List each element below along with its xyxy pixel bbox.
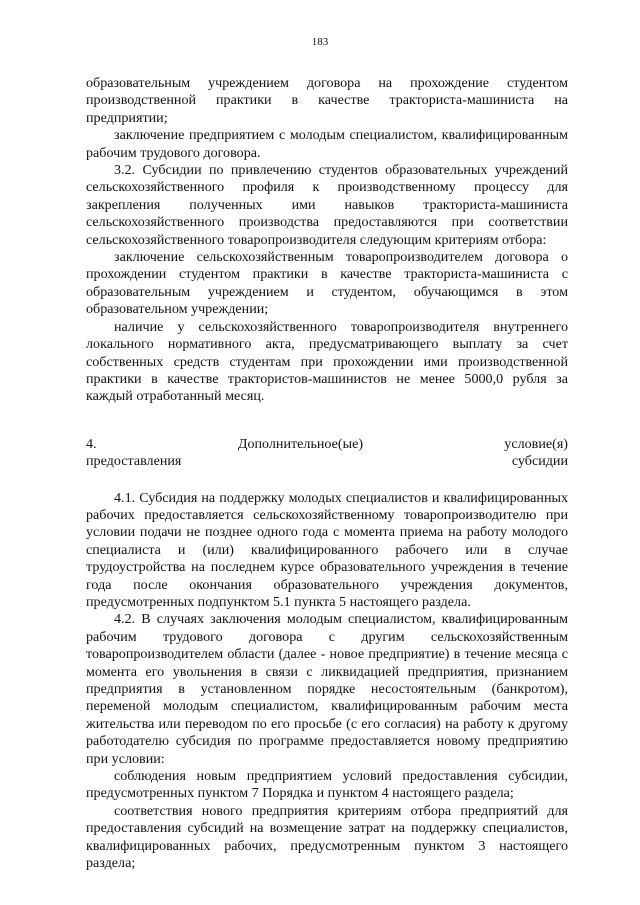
paragraph: заключение сельскохозяйственным товаропроизводителем договора о прохождении студентом практики в качестве тракториста-машиниста с образовательным учреждением и студентом, обучающимся в этом образовательном учреждении; (86, 249, 568, 318)
paragraph: 3.2. Субсидии по привлечению студентов образовательных учреждений сельскохозяйственного профиля к производственному процессу для закрепления полученных ими навыков тракториста-машиниста сельскохозяйственного производства предоставляются при соответствии сельскохозяйственного товаропроизводителя следующим критериям отбора: (86, 162, 568, 248)
page-number: 183 (311, 36, 329, 48)
paragraphs-after-heading (86, 490, 568, 873)
paragraphs-before-heading (86, 75, 568, 406)
paragraph: наличие у сельскохозяйственного товаропроизводителя внутреннего локального нормативного акта, предусматривающего выплату за счет собственных средств студентам при прохождении ими производственной практики в качестве трактористов-машинистов не менее 5000,0 рубля за каждый отработанный месяц. (86, 318, 568, 405)
section-heading-line1: 4. Дополнительное(ые) условие(я) (86, 435, 568, 452)
paragraph: образовательным учреждением договора на прохождение студентом производственной практики в качестве тракториста-машиниста на предприятии; (86, 75, 568, 126)
paragraph: соблюдения новым предприятием условий предоставления субсидии, предусмотренных пунктом 7 Порядка и пунктом 4 настоящего раздела; (86, 768, 568, 802)
paragraph: заключение предприятием с молодым специалистом, квалифицированным рабочим трудового договора. (86, 127, 568, 161)
paragraph: 4.2. В случаях заключения молодым специалистом, квалифицированным рабочим трудового договора с другим сельскохозяйственным товаропроизводителем области (далее - новое предприятие) в течение месяца с момента его увольнения в связи с ликвидацией предприятия, признанием предприятия в установленном порядке несостоятельным (банкротом), переменой молодым специалистом, квалифицированным рабочим места жительства или переводом по его просьбе (с его согласия) на работу к другому работодателю субсидия по программе предоставляется новому предприятию при условии: (86, 611, 568, 767)
section-heading-line2: предоставления субсидии (86, 453, 568, 470)
document-body (86, 75, 568, 872)
paragraph: 4.1. Субсидия на поддержку молодых специалистов и квалифицированных рабочих предоставляется сельскохозяйственному товаропроизводителю при условии подачи не позднее одного года с момента приема на работу молодого специалиста и (или) квалифицированного рабочего или в случае трудоустройства на последнем курсе образовательного учреждения в течение года после окончания образовательного учреждения документов, предусмотренных подпунктом 5.1 пункта 5 настоящего раздела. (86, 489, 568, 610)
paragraph: соответствия нового предприятия критериям отбора предприятий для предоставления субсидий на возмещение затрат на поддержку специалистов, квалифицированных рабочих, предусмотренным пунктом 3 настоящего раздела; (86, 802, 568, 872)
